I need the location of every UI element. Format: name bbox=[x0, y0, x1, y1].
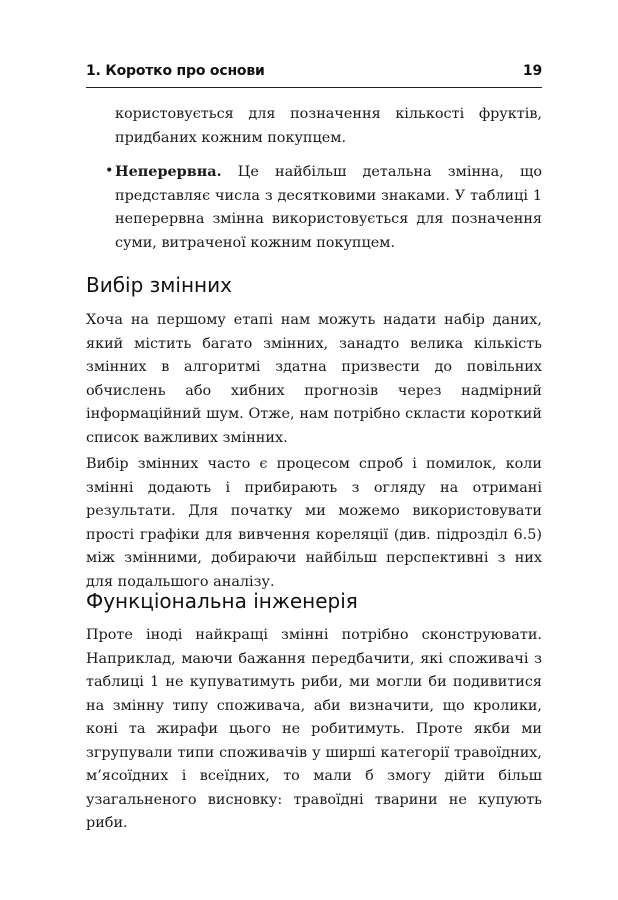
bullet-term: Неперервна. bbox=[115, 163, 222, 180]
intro-fragment: користовується для позначення кількості фруктів, придбаних кожним покупцем. bbox=[115, 106, 542, 146]
paragraph: Вибір змінних часто є процесом спроб і помилок, коли змінні додають і прибирають з огляду на отримані результати. Для початку ми можемо використовувати прості графіки для вивчення кореляції (див. підрозділ 6.5) між змінними, добираючи найбільш перспективні з них для подальшого аналізу. bbox=[86, 456, 542, 590]
paragraph: Проте іноді найкращі змінні потрібно сконструювати. Наприклад, маючи бажання передбачити, які споживачі з таблиці 1 не купуватимуть риби, ми могли би подивитися на змінну типу споживача, аби визначити, що кролики, коні та жирафи цього не робитимуть. Проте якби ми згрупували типи споживачів у ширші категорії травоїдних, м’ясоїдних і всеїдних, то мали б змогу дійти більш узагальненого висновку: травоїдні тварини не купують риби. bbox=[86, 627, 542, 831]
page-number: 19 bbox=[522, 63, 542, 79]
running-head bbox=[86, 63, 542, 85]
paragraph: Хоча на першому етапі нам можуть надати набір даних, який містить багато змінних, занадто велика кількість змінних в алгоритмі здатна призвести до повільних обчислень або хибних прогнозів через надмірний інформаційний шум. Отже, нам потрібно скласти короткий список важливих змінних. bbox=[86, 312, 542, 446]
header-rule bbox=[86, 87, 542, 88]
chapter-title: 1. Коротко про основи bbox=[86, 63, 265, 79]
bullet-item-continuous bbox=[115, 160, 542, 255]
bullet-marker: • bbox=[105, 163, 114, 179]
section-heading-feature-engineering: Функціональна інженерія bbox=[86, 589, 358, 613]
bullet-text: Це найбільш детальна змінна, що представляє числа з десятковими знаками. У таблиці 1 неперервна змінна використовується для позначення суми, витраченої кожним покупцем. bbox=[115, 164, 542, 251]
section-heading-variable-selection: Вибір змінних bbox=[86, 273, 232, 297]
